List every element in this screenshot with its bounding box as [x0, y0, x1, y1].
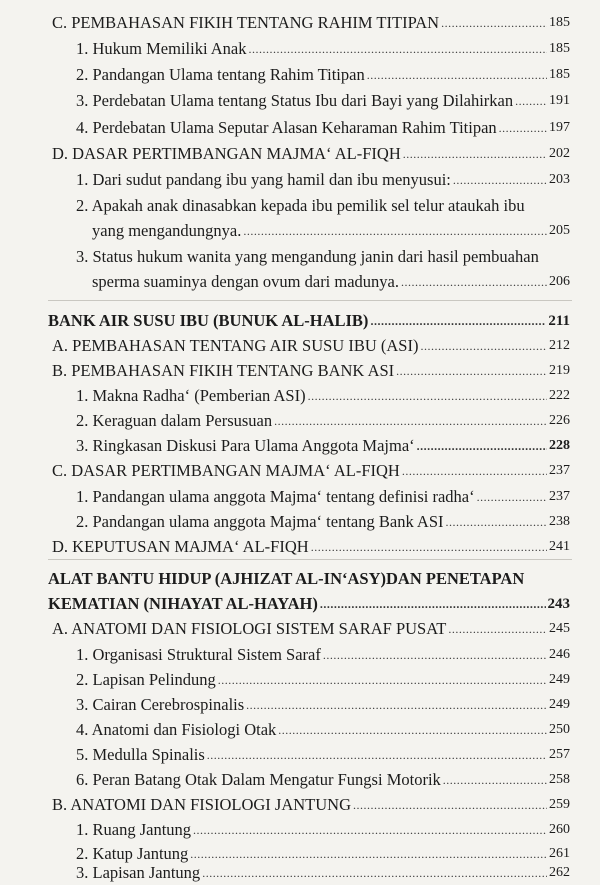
- toc-entry-page: 211: [548, 313, 570, 329]
- toc-entry-page: 246: [549, 647, 570, 662]
- toc-entry-subsection: [76, 168, 570, 190]
- toc-entry-subsection: [76, 818, 570, 840]
- toc-entry-text: 3. Cairan Cerebrospinalis: [76, 695, 245, 714]
- toc-entry-text-line: 3. Status hukum wanita yang mengandung janin dari hasil pembuahan: [76, 247, 539, 266]
- toc-leader: [353, 798, 547, 812]
- toc-entry-text: 2. Katup Jantung: [76, 844, 189, 863]
- toc-entry-page: 237: [549, 489, 570, 504]
- toc-entry-text: 1. Dari sudut pandang ibu yang hamil dan ibu menyusui:: [76, 170, 451, 189]
- toc-entry-page: 228: [549, 438, 570, 453]
- toc-leader: [443, 773, 547, 787]
- toc-leader: [396, 364, 547, 378]
- toc-entry-page: 257: [549, 747, 570, 762]
- toc-entry-section: [52, 142, 570, 164]
- toc-entry-subsection: [76, 116, 570, 138]
- toc-leader: [448, 622, 547, 636]
- toc-leader: [446, 515, 548, 529]
- toc-entry-subsection: [76, 89, 570, 111]
- toc-leader: [515, 94, 547, 108]
- toc-leader: [370, 314, 546, 328]
- toc-entry-page: 249: [549, 672, 570, 687]
- toc-entry-page: 260: [549, 822, 570, 837]
- toc-entry-section: [52, 617, 570, 639]
- toc-entry-subsection: [76, 693, 570, 715]
- toc-leader: [453, 173, 547, 187]
- toc-entry-page: 197: [549, 120, 570, 135]
- toc-entry-page: 212: [549, 338, 570, 353]
- toc-entry-text: 5. Medulla Spinalis: [76, 745, 205, 764]
- toc-entry-page: 238: [549, 514, 570, 529]
- toc-entry-section: [52, 793, 570, 815]
- toc-entry-subsection: [76, 668, 570, 690]
- toc-entry-subsection-cont: [92, 270, 570, 292]
- toc-entry-chapter-line: ALAT BANTU HIDUP (AJHIZAT AL-IN‘ASY)DAN PENETAPAN: [48, 569, 525, 588]
- toc-entry-page: 241: [549, 539, 570, 554]
- toc-entry-page: 185: [549, 41, 570, 56]
- toc-entry-text: BANK AIR SUSU IBU (BUNUK AL-HALIB): [48, 311, 369, 330]
- toc-leader: [402, 464, 547, 478]
- toc-entry-subsection: [76, 384, 570, 406]
- toc-entry-page: 258: [549, 772, 570, 787]
- toc-entry-text: sperma suaminya dengan ovum dari madunya.: [92, 272, 399, 291]
- toc-entry-text: A. ANATOMI DAN FISIOLOGI SISTEM SARAF PUSAT: [52, 619, 447, 638]
- toc-entry-text: B. ANATOMI DAN FISIOLOGI JANTUNG: [52, 795, 351, 814]
- toc-leader: [441, 16, 547, 30]
- toc-entry-page: 206: [549, 274, 570, 289]
- toc-entry-text: 4. Anatomi dan Fisiologi Otak: [76, 720, 277, 739]
- toc-leader: [401, 275, 547, 289]
- toc-leader: [323, 648, 547, 662]
- toc-entry-text: C. DASAR PERTIMBANGAN MAJMA‘ AL-FIQH: [52, 461, 400, 480]
- toc-leader: [249, 42, 548, 56]
- toc-entry-page: 219: [549, 363, 570, 378]
- toc-leader: [403, 147, 547, 161]
- toc-entry-page: 262: [549, 865, 570, 880]
- toc-entry-page: 250: [549, 722, 570, 737]
- toc-entry-page: 237: [549, 463, 570, 478]
- toc-leader: [202, 866, 547, 880]
- toc-leader: [193, 823, 547, 837]
- toc-entry-text: 1. Organisasi Struktural Sistem Saraf: [76, 645, 321, 664]
- toc-entry-text: KEMATIAN (NIHAYAT AL-HAYAH): [48, 594, 318, 613]
- toc-entry-text: A. PEMBAHASAN TENTANG AIR SUSU IBU (ASI): [52, 336, 419, 355]
- toc-entry-page: 259: [549, 797, 570, 812]
- toc-entry-text: 3. Perdebatan Ulama tentang Status Ibu dari Bayi yang Dilahirkan: [76, 91, 514, 110]
- toc-entry-text: yang mengandungnya.: [92, 221, 242, 240]
- toc-entry-subsection: [76, 485, 570, 507]
- toc-entry-subsection: [76, 718, 570, 740]
- toc-entry-text: C. PEMBAHASAN FIKIH TENTANG RAHIM TITIPAN: [52, 13, 440, 32]
- toc-leader: [218, 673, 547, 687]
- divider: [48, 559, 572, 560]
- toc-entry-section: [52, 459, 570, 481]
- toc-entry-page: 226: [549, 413, 570, 428]
- toc-leader: [278, 723, 547, 737]
- toc-entry-text: 2. Lapisan Pelindung: [76, 670, 216, 689]
- toc-entry-text: 2. Pandangan ulama anggota Majma‘ tentang Bank ASI: [76, 512, 444, 531]
- toc-entry-subsection: [76, 63, 570, 85]
- toc-leader: [274, 414, 547, 428]
- toc-entry-page: 222: [549, 388, 570, 403]
- toc-entry-page: 205: [549, 223, 570, 238]
- toc-entry-subsection: [76, 510, 570, 532]
- toc-entry-text: 3. Ringkasan Diskusi Para Ulama Anggota Majma‘: [76, 436, 415, 455]
- toc-entry-text: 6. Peran Batang Otak Dalam Mengatur Fungsi Motorik: [76, 770, 441, 789]
- toc-leader: [311, 540, 547, 554]
- toc-leader: [190, 847, 547, 861]
- toc-entry-text: 3. Lapisan Jantung: [76, 863, 201, 882]
- toc-entry-text: 1. Pandangan ulama anggota Majma‘ tentang definisi radha‘: [76, 487, 475, 506]
- toc-leader: [417, 439, 547, 453]
- toc-entry-page: 261: [549, 846, 570, 861]
- toc-entry-text-line: 2. Apakah anak dinasabkan kepada ibu pemilik sel telur ataukah ibu: [76, 196, 525, 215]
- toc-leader: [207, 748, 547, 762]
- toc-entry-subsection: [76, 643, 570, 665]
- toc-entry-text: 1. Ruang Jantung: [76, 820, 192, 839]
- divider: [48, 300, 572, 301]
- toc-entry-text: 2. Pandangan Ulama tentang Rahim Titipan: [76, 65, 365, 84]
- toc-entry-subsection: [76, 743, 570, 765]
- toc-entry-subsection: [76, 409, 570, 431]
- toc-leader: [308, 389, 547, 403]
- toc-entry-page: 185: [549, 15, 570, 30]
- toc-entry-section: [52, 334, 570, 356]
- toc-leader: [420, 339, 547, 353]
- toc-entry-subsection-cont: [92, 219, 570, 241]
- toc-entry-section: [52, 535, 570, 557]
- toc-entry-page: 185: [549, 67, 570, 82]
- toc-entry-section: [52, 359, 570, 381]
- toc-leader: [499, 121, 547, 135]
- toc-entry-text: D. KEPUTUSAN MAJMA‘ AL-FIQH: [52, 537, 309, 556]
- toc-entry-text: 2. Keraguan dalam Persusuan: [76, 411, 273, 430]
- toc-entry-page: 245: [549, 621, 570, 636]
- toc-leader: [367, 68, 547, 82]
- toc-leader: [246, 698, 547, 712]
- toc-entry-page: 249: [549, 697, 570, 712]
- toc-entry-text: B. PEMBAHASAN FIKIH TENTANG BANK ASI: [52, 361, 395, 380]
- toc-entry-subsection: [76, 434, 570, 456]
- toc-leader: [320, 597, 546, 611]
- toc-entry-page: 203: [549, 172, 570, 187]
- toc-entry-text: 1. Hukum Memiliki Anak: [76, 39, 247, 58]
- toc-entry-text: D. DASAR PERTIMBANGAN MAJMA‘ AL-FIQH: [52, 144, 401, 163]
- toc-entry-subsection: [76, 768, 570, 790]
- toc-entry-subsection: [76, 37, 570, 59]
- toc-entry-chapter: [48, 309, 570, 331]
- toc-entry-page: 202: [549, 146, 570, 161]
- toc-entry-page: 243: [547, 596, 570, 612]
- toc-entry-text: 4. Perdebatan Ulama Seputar Alasan Keharaman Rahim Titipan: [76, 118, 497, 137]
- toc-leader: [243, 224, 547, 238]
- toc-leader: [477, 490, 547, 504]
- toc-entry-page: 191: [549, 93, 570, 108]
- toc-entry-chapter: [48, 592, 570, 614]
- toc-entry-subsection: [76, 861, 570, 883]
- toc-entry-text: 1. Makna Radha‘ (Pemberian ASI): [76, 386, 306, 405]
- toc-entry-section: [52, 11, 570, 33]
